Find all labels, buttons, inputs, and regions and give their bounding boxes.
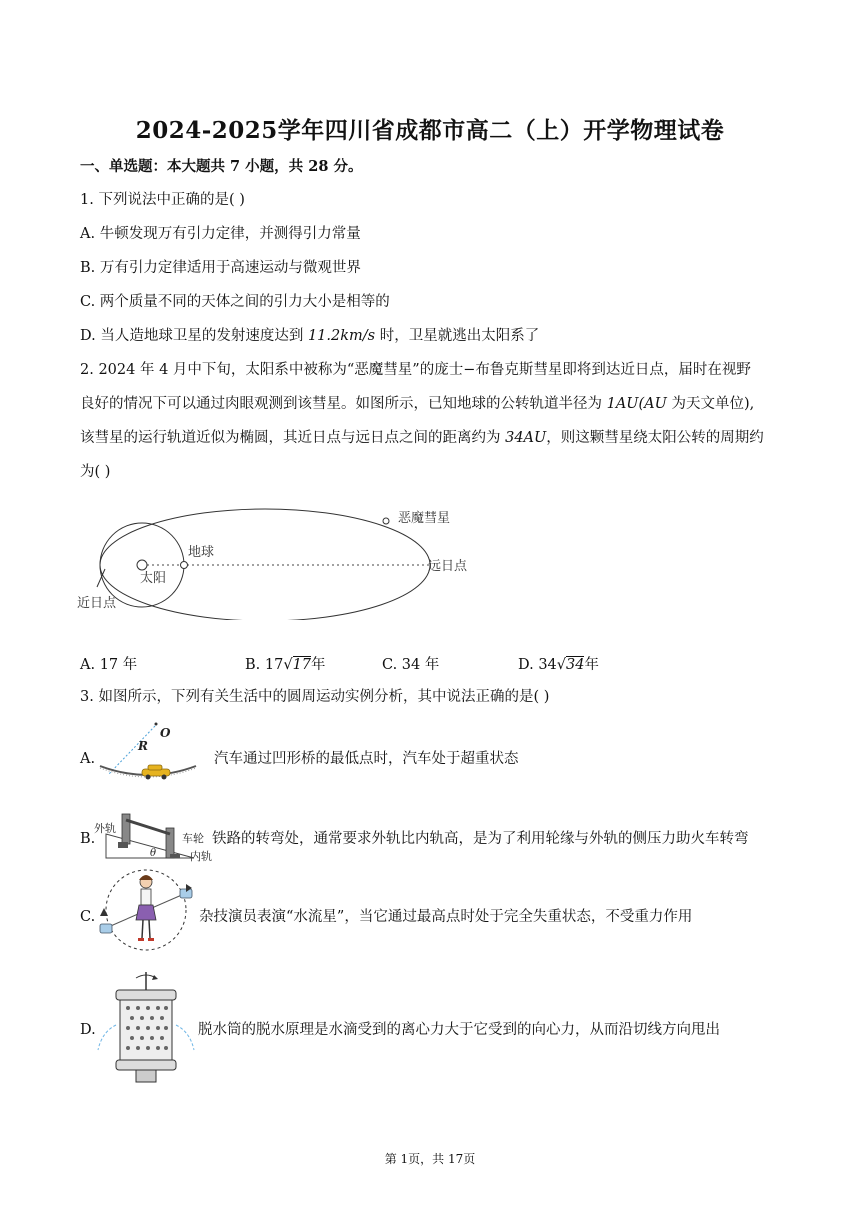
arrow-left xyxy=(100,908,108,916)
performer-leg-left xyxy=(142,920,143,938)
wheel-axle xyxy=(126,820,170,834)
car-wheel-front xyxy=(146,775,151,780)
sun-dot xyxy=(137,560,147,570)
q1-option-a: A. 牛顿发现万有引力定律，并测得引力常量 xyxy=(80,226,361,242)
railway-curve-figure xyxy=(94,804,214,864)
q2-option-b: B. 17√17年 xyxy=(245,657,326,673)
section-heading: 一、单选题：本大题共 7 小题，共 28 分。 xyxy=(80,158,363,175)
water-spray-left xyxy=(98,1025,116,1050)
car-wheel-rear xyxy=(162,775,167,780)
q3-option-d-text: 脱水筒的脱水原理是水滴受到的离心力大于它受到的向心力，从而沿切线方向甩出 xyxy=(198,1022,720,1038)
q3-stem: 3. 如图所示，下列有关生活中的圆周运动实例分析，其中说法正确的是( ) xyxy=(80,689,550,705)
q3-option-b-text: 铁路的转弯处，通常要求外轨比内轨高，是为了利用轮缘与外轨的侧压力助火车转弯 xyxy=(212,831,749,847)
comet-dot xyxy=(383,518,389,524)
lower-cup xyxy=(100,924,112,933)
q3-option-c-text: 杂技演员表演“水流星”，当它通过最高点时处于完全失重状态，不受重力作用 xyxy=(199,909,693,925)
q1-stem: 1. 下列说法中正确的是( ) xyxy=(80,192,245,208)
drum-bottom-rim xyxy=(116,1060,176,1070)
q2-stem-line1: 2. 2024 年 4 月中下旬，太阳系中被称为“恶魔彗星”的庞士−布鲁克斯彗星即将到达近日点，届时在视野 xyxy=(80,362,751,378)
center-dot xyxy=(155,723,158,726)
performer-shirt xyxy=(141,889,151,905)
drum-top-rim xyxy=(116,990,176,1000)
orbit-diagram xyxy=(75,490,495,620)
q2-option-d: D. 34√34年 xyxy=(518,657,599,673)
car-roof xyxy=(148,765,162,770)
outer-rail xyxy=(118,842,128,848)
q2-option-c: C. 34 年 xyxy=(382,657,440,673)
earth-label: 地球 xyxy=(188,545,215,560)
q3-option-d-label: D. xyxy=(80,1022,96,1038)
center-o-label: O xyxy=(160,726,171,740)
sun-label: 太阳 xyxy=(140,571,167,586)
outer-rail-label: 外轨 xyxy=(94,822,116,835)
wheel-label: 车轮 xyxy=(182,832,204,845)
drum-base xyxy=(136,1070,156,1082)
comet-label: 恶魔彗星 xyxy=(398,511,451,526)
spin-dryer-figure xyxy=(96,970,196,1085)
outer-wheel xyxy=(122,814,130,844)
inner-rail-label: 内轨 xyxy=(190,850,212,863)
performer-skirt xyxy=(136,905,156,920)
q3-option-c-label: C. xyxy=(80,909,96,925)
q2-stem-line4: 为( ) xyxy=(80,464,111,480)
q3-option-a-text: 汽车通过凹形桥的最低点时，汽车处于超重状态 xyxy=(214,751,519,767)
svg-text:θ: θ xyxy=(150,848,157,859)
aphelion-label: 远日点 xyxy=(428,559,468,574)
water-spray-right xyxy=(176,1025,194,1050)
q2-stem-line2: 良好的情况下可以通过肉眼观测到该彗星。如图所示，已知地球的公转轨道半径为 1AU(AU 为天文单位), xyxy=(80,396,755,412)
q1-option-c: C. 两个质量不同的天体之间的引力大小是相等的 xyxy=(80,294,390,310)
radius-r-label: R xyxy=(138,739,148,753)
shoe-left xyxy=(138,938,144,941)
inner-rail xyxy=(170,854,180,858)
shoe-right xyxy=(148,938,154,941)
q1-option-d: D. 当人造地球卫星的发射速度达到 11.2km/s 时，卫星就逃出太阳系了 xyxy=(80,328,540,344)
q2-stem-line3: 该彗星的运行轨道近似为椭圆，其近日点与远日点之间的距离约为 34AU，则这颗彗星绕太阳公转的周期约 xyxy=(80,430,764,446)
perihelion-label: 近日点 xyxy=(77,596,117,611)
performer-leg-right xyxy=(149,920,150,938)
q1-option-b: B. 万有引力定律适用于高速运动与微观世界 xyxy=(80,260,361,276)
page-footer: 第 1页，共 17页 xyxy=(384,1152,476,1166)
page-title: 2024-2025学年四川省成都市高二（上）开学物理试卷 xyxy=(135,117,725,144)
q3-option-b-label: B. xyxy=(80,831,96,847)
concave-bridge-figure xyxy=(98,720,198,782)
water-meteor-figure xyxy=(96,866,196,952)
earth-dot xyxy=(181,562,188,569)
comet-orbit xyxy=(100,509,430,620)
performer-hair xyxy=(139,875,153,880)
q2-option-a: A. 17 年 xyxy=(80,657,138,673)
q3-option-a-label: A. xyxy=(80,751,96,767)
